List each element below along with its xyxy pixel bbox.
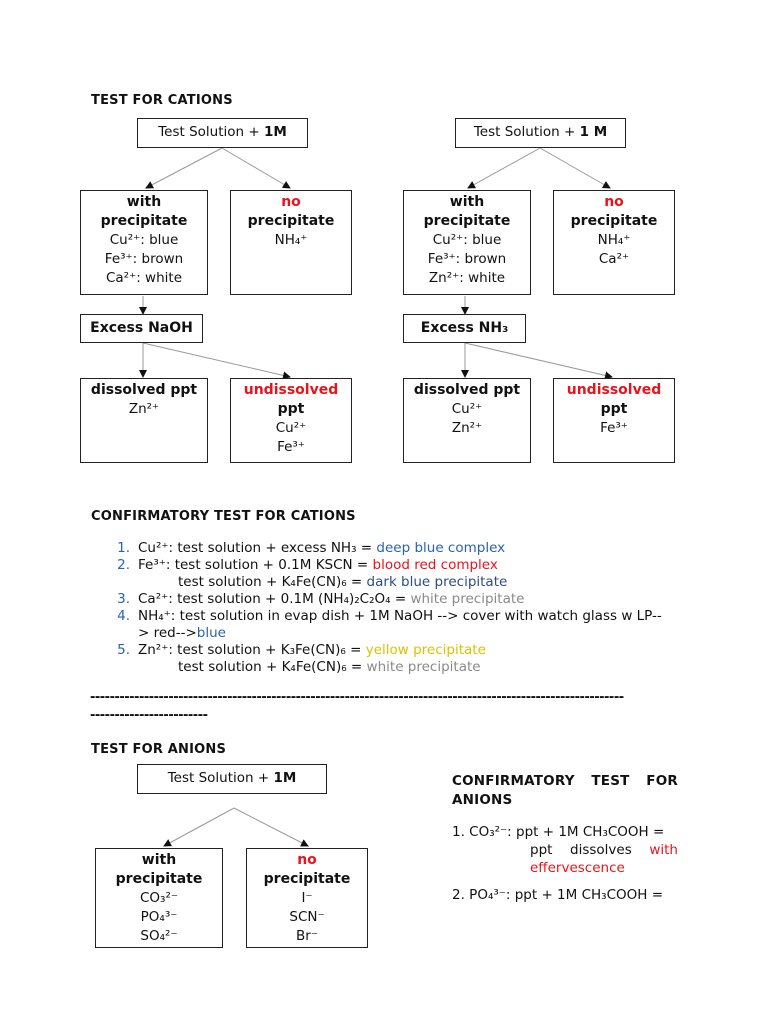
- dissolved-item: Zn²⁺: [128, 401, 160, 417]
- precipitate-item: SCN⁻: [289, 909, 325, 925]
- precipitate-item: Cu²⁺: blue: [432, 232, 502, 248]
- connector-line: [234, 808, 308, 846]
- cations-right-undissolved-box: [553, 378, 675, 463]
- anions-heading: TEST FOR ANIONS: [91, 742, 227, 757]
- precipitate-item: CO₃²⁻: [139, 890, 178, 906]
- list-item: 1. Cu²⁺: test solution + excess NH₃ = deep blue complex: [117, 540, 506, 556]
- precipitate-label: precipitate: [263, 871, 351, 887]
- result-text: blood red complex: [372, 557, 498, 573]
- connector-line: [468, 148, 540, 188]
- precipitate-item: I⁻: [301, 890, 313, 906]
- list-item: test solution + K₄Fe(CN)₆ = white precipitate: [178, 659, 481, 675]
- confirmatory-cations-list: [108, 540, 708, 676]
- precipitate-item: Fe³⁺: brown: [104, 251, 184, 267]
- connector-line: [222, 148, 290, 188]
- precipitate-item: Br⁻: [296, 928, 318, 944]
- undissolved-label: undissolved: [566, 382, 662, 398]
- confirmatory-anions-item-1: 1. CO₃²⁻: ppt + 1M CH₃COOH = ppt dissolves with effervescence: [452, 824, 678, 876]
- cations-right-no-precipitate-box: [553, 190, 675, 295]
- dissolved-item: Cu²⁺: [451, 401, 483, 417]
- test-solution-reagent: 1M: [263, 124, 287, 140]
- no-label: no: [297, 852, 317, 868]
- list-item: 2. Fe³⁺: test solution + 0.1M KSCN = blood red complex: [117, 557, 498, 573]
- connector-line: [143, 343, 290, 377]
- test-solution-label: Test Solution +: [158, 124, 264, 140]
- confirmatory-cations-heading: CONFIRMATORY TEST FOR CATIONS: [91, 509, 356, 524]
- cations-left-no-precipitate-box: [230, 190, 352, 295]
- connector-line: [465, 343, 612, 377]
- no-label: no: [281, 194, 301, 210]
- separator-line: -------------------------------------------------------------------------------------------------------------: [90, 690, 624, 705]
- precipitate-item: NH₄⁺: [597, 232, 631, 248]
- dissolved-title: dissolved ppt: [413, 382, 521, 398]
- cations-right-dissolved-box: [403, 378, 531, 463]
- precipitate-item: NH₄⁺: [274, 232, 308, 248]
- precipitate-item: Ca²⁺: [598, 251, 630, 267]
- ppt-label: ppt: [277, 401, 305, 417]
- anions-no-precipitate-box: [246, 848, 368, 948]
- precipitate-item: Cu²⁺: blue: [109, 232, 179, 248]
- confirmatory-anions-heading: CONFIRMATORY TEST FOR ANIONS: [452, 773, 678, 808]
- cations-right-test-solution-box: [455, 118, 626, 148]
- dissolved-item: Zn²⁺: [451, 420, 483, 436]
- separator-line: ------------------------: [90, 708, 208, 723]
- connector-line: [164, 808, 234, 846]
- test-solution-reagent: 1 M: [579, 124, 608, 140]
- cations-left-dissolved-box: [80, 378, 208, 463]
- precipitate-item: Ca²⁺: white: [105, 270, 183, 286]
- precipitate-item: Fe³⁺: brown: [427, 251, 507, 267]
- test-solution-reagent: 1M: [273, 770, 297, 786]
- with-precipitate-title: with precipitate: [115, 852, 203, 887]
- precipitate-label: precipitate: [247, 213, 335, 229]
- precipitate-label: precipitate: [570, 213, 658, 229]
- result-text: white precipitate: [410, 591, 525, 607]
- list-item: 5. Zn²⁺: test solution + K₃Fe(CN)₆ = yellow precipitate: [117, 642, 486, 658]
- test-solution-label: Test Solution +: [473, 124, 580, 140]
- precipitate-item: Zn²⁺: white: [428, 270, 506, 286]
- result-text: blue: [196, 625, 226, 641]
- list-item: test solution + K₄Fe(CN)₆ = dark blue precipitate: [178, 574, 508, 590]
- list-item: 4. NH₄⁺: test solution in evap dish + 1M NaOH --> cover with watch glass w LP--: [117, 608, 662, 624]
- result-text: dark blue precipitate: [366, 574, 508, 590]
- undissolved-item: Cu²⁺: [275, 420, 307, 436]
- precipitate-item: SO₄²⁻: [140, 928, 178, 944]
- test-solution-label: Test Solution +: [167, 770, 274, 786]
- reagent-label: Excess NaOH: [90, 320, 193, 336]
- cations-left-with-precipitate-box: [80, 190, 208, 295]
- list-item: > red-->blue: [138, 625, 226, 641]
- dissolved-title: dissolved ppt: [90, 382, 198, 398]
- anions-with-precipitate-box: [95, 848, 223, 948]
- cations-right-with-precipitate-box: [403, 190, 531, 295]
- anions-test-solution-box: [137, 764, 327, 794]
- connector-line: [146, 148, 222, 188]
- cations-left-reagent-box: [80, 314, 203, 343]
- reagent-label: Excess NH₃: [420, 320, 509, 336]
- precipitate-item: PO₄³⁻: [140, 909, 178, 925]
- result-text: white precipitate: [366, 659, 481, 675]
- cations-left-test-solution-box: [137, 118, 308, 148]
- list-item: 3. Ca²⁺: test solution + 0.1M (NH₄)₂C₂O₄ = white precipitate: [117, 591, 525, 607]
- confirmatory-anions-item-2: 2. PO₄³⁻: ppt + 1M CH₃COOH =: [452, 887, 664, 903]
- cations-left-undissolved-box: [230, 378, 352, 463]
- with-precipitate-title: with precipitate: [100, 194, 188, 229]
- undissolved-label: undissolved: [243, 382, 339, 398]
- undissolved-item: Fe³⁺: [600, 420, 628, 436]
- no-label: no: [604, 194, 624, 210]
- result-text: with effervescence: [530, 842, 678, 876]
- ppt-label: ppt: [600, 401, 628, 417]
- with-precipitate-title: with precipitate: [423, 194, 511, 229]
- cations-heading: TEST FOR CATIONS: [91, 93, 233, 108]
- result-text: deep blue complex: [376, 540, 506, 556]
- undissolved-item: Fe³⁺: [277, 439, 305, 455]
- result-text: yellow precipitate: [365, 642, 486, 658]
- cations-right-reagent-box: [403, 314, 526, 343]
- connector-line: [540, 148, 610, 188]
